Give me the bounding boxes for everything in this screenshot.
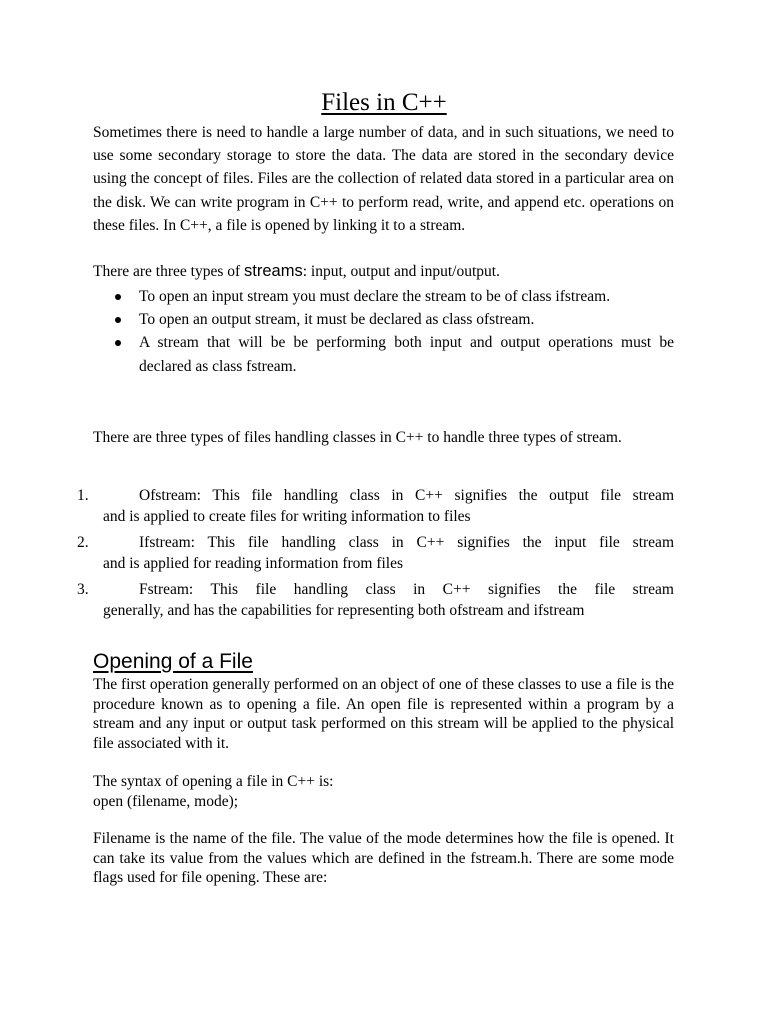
page-title: Files in C++ — [321, 89, 447, 116]
numbered-item — [77, 485, 674, 527]
item-number: 1. — [77, 487, 89, 504]
bullet-item — [106, 285, 674, 308]
item-number: 2. — [77, 534, 89, 551]
stream-types-suffix: : input, output and input/output. — [302, 263, 500, 280]
bullet-text: To open an output stream, it must be declared as class ofstream. — [139, 311, 535, 329]
item-first-line: Ofstream: This file handling class in C++ signifies the output file stream — [139, 487, 674, 504]
intro-paragraph: Sometimes there is need to handle a large number of data, and in such situations, we need to use some secondary storage to store the data. The data are stored in the secondary device using the concept of files. Files are the collection of related data stored in a particular area on the disk. We can write program in C++ to perform read, write, and append etc. operations on these files. In C++, a file is opened by linking it to a stream. — [93, 124, 674, 234]
item-continuation: generally, and has the capabilities for representing both ofstream and ifstream — [103, 602, 585, 619]
bullet-item — [106, 308, 674, 331]
syntax-block — [93, 772, 674, 811]
section-heading: Opening of a File — [93, 650, 253, 673]
classes-numbered-list — [77, 485, 674, 626]
item-first-line: Fstream: This file handling class in C++ signifies the file stream — [139, 581, 674, 598]
item-continuation: and is applied for reading information from files — [103, 555, 404, 572]
bullet-dot-icon — [115, 294, 121, 300]
item-number: 3. — [77, 581, 89, 598]
bullet-text: A stream that will be be performing both input and output operations must be declared as class fstream. — [139, 334, 674, 375]
stream-types-keyword: streams — [244, 262, 303, 280]
numbered-item — [77, 532, 674, 574]
item-first-line: Ifstream: This file handling class in C++ signifies the input file stream — [139, 534, 674, 551]
numbered-item — [77, 579, 674, 621]
stream-types-line — [93, 260, 674, 283]
classes-intro-paragraph: There are three types of files handling classes in C++ to handle three types of stream. — [93, 429, 622, 446]
bullet-text: To open an input stream you must declare the stream to be of class ifstream. — [139, 288, 611, 305]
syntax-code: open (filename, mode); — [93, 792, 239, 810]
stream-bullet-list — [106, 285, 674, 378]
bullet-item — [106, 331, 674, 377]
filename-paragraph: Filename is the name of the file. The value of the mode determines how the file is opened. It can take its value from the values which are defined in the fstream.h. There are some mode flags used for file opening. These are: — [93, 830, 674, 886]
bullet-dot-icon — [115, 317, 121, 323]
stream-types-prefix: There are three types of — [93, 263, 245, 280]
opening-paragraph: The first operation generally performed on an object of one of these classes to use a file is the procedure known as to opening a file. An open file is represented within a program by a stream and any input or output task performed on this stream will be applied to the physical file associated with it. — [93, 676, 674, 752]
bullet-dot-icon — [115, 340, 121, 346]
item-continuation: and is applied to create files for writing information to files — [103, 508, 471, 525]
syntax-intro: The syntax of opening a file in C++ is: — [93, 773, 334, 790]
